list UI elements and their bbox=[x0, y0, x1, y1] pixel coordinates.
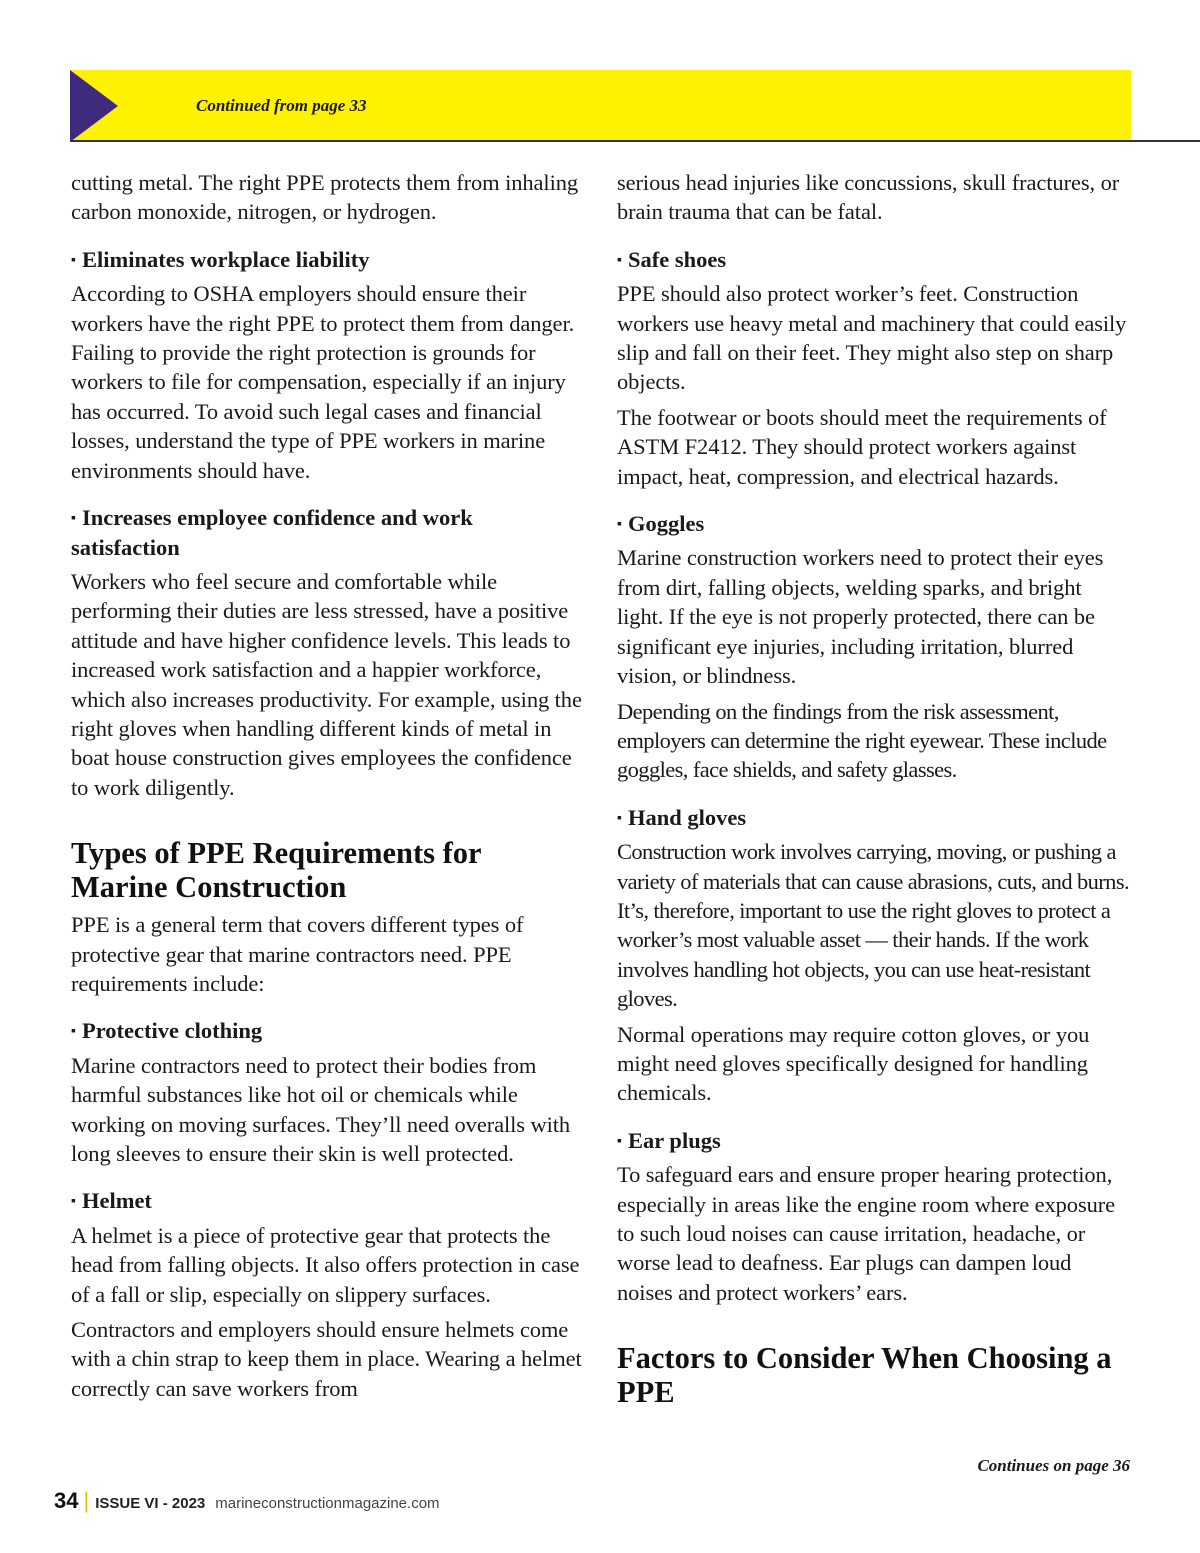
bullet-icon: ▪ bbox=[617, 1133, 622, 1149]
paragraph: Marine construction workers need to protect their eyes from dirt, falling objects, welding sparks, and bright light. If the eye is not properly protected, there can be significant eye injuries, including irritation, blurred vision, or blindness. bbox=[617, 545, 1104, 689]
paragraph: PPE is a general term that covers different types of protective gear that marine contractors need. PPE requirements include: bbox=[71, 912, 524, 996]
bullet-icon: ▪ bbox=[617, 810, 622, 826]
issue-label: ISSUE VI - 2023 bbox=[95, 1495, 206, 1512]
section-heading-confidence: ▪ Increases employee confidence and work satisfaction bbox=[71, 505, 473, 561]
section-heading-helmet: ▪ Helmet bbox=[71, 1188, 152, 1214]
paragraph: Marine contractors need to protect their bodies from harmful substances like hot oil or chemicals while working on moving surfaces. They’ll need overalls with long sleeves to ensure their skin is well protected. bbox=[71, 1052, 571, 1166]
section-heading-liability: ▪ Eliminates workplace liability bbox=[71, 246, 370, 272]
section-heading-shoes: ▪ Safe shoes bbox=[617, 246, 727, 272]
paragraph: Contractors and employers should ensure helmets come with a chin strap to keep them in place. Wearing a helmet correctly can save workers from bbox=[71, 1317, 582, 1401]
section-heading-gloves: ▪ Hand gloves bbox=[617, 804, 747, 830]
bullet-icon: ▪ bbox=[617, 252, 622, 268]
bullet-icon: ▪ bbox=[617, 517, 622, 533]
section-heading-earplugs: ▪ Ear plugs bbox=[617, 1127, 721, 1153]
page-number: 34 bbox=[54, 1488, 79, 1513]
paragraph: The footwear or boots should meet the requirements of ASTM F2412. They should protect workers against impact, heat, compression, and electrical hazards. bbox=[617, 404, 1107, 489]
paragraph: PPE should also protect worker’s feet. Construction workers use heavy metal and machinery that could easily slip and fall on their feet. They might also step on sharp objects. bbox=[617, 281, 1127, 395]
section-heading-goggles: ▪ Goggles bbox=[617, 511, 705, 537]
right-column bbox=[617, 168, 1132, 1415]
continued-from-label: Continued from page 33 bbox=[196, 96, 367, 115]
page-footer bbox=[54, 1488, 440, 1516]
bullet-icon: ▪ bbox=[71, 252, 76, 268]
bullet-icon: ▪ bbox=[71, 1194, 76, 1210]
paragraph: cutting metal. The right PPE protects them from inhaling carbon monoxide, nitrogen, or hydrogen. bbox=[71, 170, 579, 225]
section-title-types: Types of PPE Requirements for Marine Construction bbox=[71, 836, 482, 905]
bullet-icon: ▪ bbox=[71, 1024, 76, 1040]
header-rule bbox=[70, 140, 1200, 142]
section-title-factors: Factors to Consider When Choosing a PPE bbox=[617, 1341, 1112, 1410]
footer-separator: | bbox=[83, 1488, 90, 1513]
continues-on-label: Continues on page 36 bbox=[977, 1456, 1130, 1475]
bullet-icon: ▪ bbox=[71, 511, 76, 527]
section-heading-clothing: ▪ Protective clothing bbox=[71, 1018, 263, 1044]
left-column bbox=[71, 168, 583, 1409]
paragraph: To safeguard ears and ensure proper hearing protection, especially in areas like the engine room where exposure to such loud noises can cause irritation, headache, or worse lead to deafness. Ear plugs can dampen loud noises and protect workers’ ears. bbox=[617, 1162, 1116, 1305]
paragraph: According to OSHA employers should ensure their workers have the right PPE to protect them from danger. Failing to provide the right protection is grounds for workers to file for compensation, especially if an injury has occurred. To avoid such legal cases and financial losses, understand the type of PPE workers in marine environments should have. bbox=[71, 281, 575, 483]
paragraph: Workers who feel secure and comfortable while performing their duties are less stressed, have a positive attitude and have higher confidence levels. This leads to increased work satisfaction and a happier workforce, which also increases productivity. For example, using the right gloves when handling different kinds of metal in boat house construction gives employees the confidence to work diligently. bbox=[71, 568, 582, 800]
paragraph: Construction work involves carrying, moving, or pushing a variety of materials that can cause abrasions, cuts, and burns. It’s, therefore, important to use the right gloves to protect a worker’s most valuable asset — their hands. If the work involves handling hot objects, you can use heat-resistant gloves. bbox=[617, 839, 1130, 1012]
website-link[interactable]: marineconstructionmagazine.com bbox=[215, 1495, 440, 1512]
paragraph: Normal operations may require cotton gloves, or you might need gloves specifically designed for handling chemicals. bbox=[617, 1021, 1090, 1106]
chevron-right-icon bbox=[70, 70, 118, 142]
paragraph: serious head injuries like concussions, skull fractures, or brain trauma that can be fatal. bbox=[617, 170, 1120, 225]
paragraph: A helmet is a piece of protective gear that protects the head from falling objects. It also offers protection in case of a fall or slip, especially on slippery surfaces. bbox=[71, 1222, 580, 1307]
paragraph: Depending on the findings from the risk assessment, employers can determine the right eyewear. These include goggles, face shields, and safety glasses. bbox=[617, 698, 1107, 783]
